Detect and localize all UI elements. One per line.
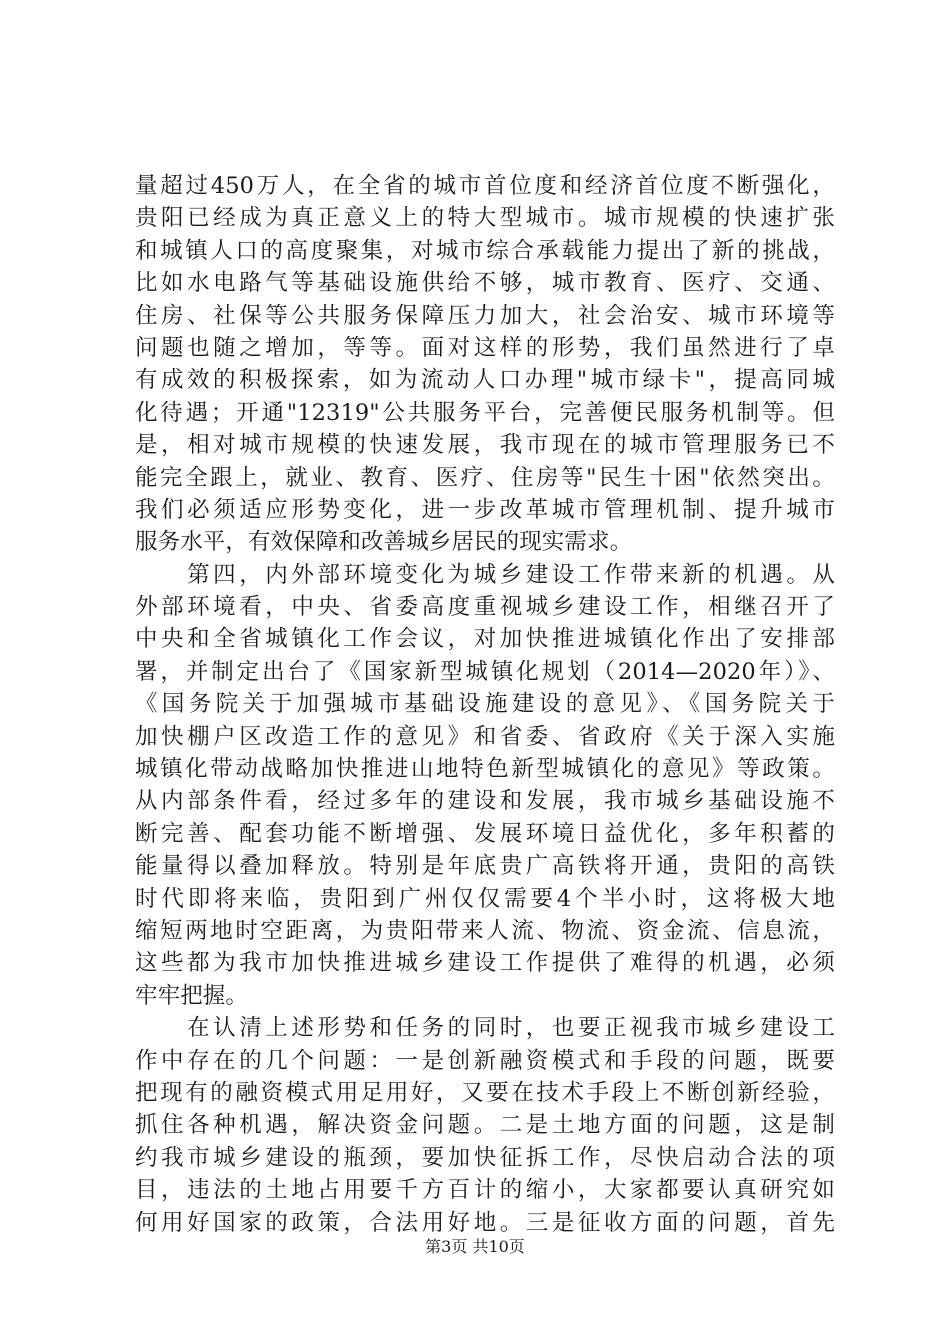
text-line: 加快棚户区改造工作的意见》和省委、省政府《关于深入实施: [135, 723, 835, 750]
body-text: [135, 170, 835, 1239]
text-line: 断完善、配套功能不断增强、发展环境日益优化，多年积蓄的: [135, 820, 835, 847]
text-line: 时代即将来临，贵阳到广州仅仅需要4个半小时，这将极大地: [135, 885, 835, 912]
text-line: 能量得以叠加释放。特别是年底贵广高铁将开通，贵阳的高铁: [135, 853, 835, 880]
text-line: 缩短两地时空距离，为贵阳带来人流、物流、资金流、信息流，: [135, 917, 835, 944]
text-line: 中央和全省城镇化工作会议，对加快推进城镇化作出了安排部: [135, 626, 835, 653]
text-line: 何用好国家的政策，合法用好地。三是征收方面的问题，首先: [135, 1209, 835, 1236]
text-line: 牢牢把握。: [135, 982, 249, 1009]
text-line: 和城镇人口的高度聚集，对城市综合承载能力提出了新的挑战，: [135, 237, 835, 264]
text-line: 量超过450万人，在全省的城市首位度和经济首位度不断强化，: [135, 173, 835, 199]
text-line: 城镇化带动战略加快推进山地特色新型城镇化的意见》等政策。: [135, 756, 835, 783]
text-line: 能完全跟上，就业、教育、医疗、住房等"民生十困"依然突出。: [135, 464, 835, 491]
text-line: 署，并制定出台了《国家新型城镇化规划（2014—2020年）》、: [135, 658, 835, 685]
text-line: 把现有的融资模式用足用好，又要在技术手段上不断创新经验，: [135, 1079, 835, 1106]
text-line: 贵阳已经成为真正意义上的特大型城市。城市规模的快速扩张: [135, 205, 835, 232]
text-line: 服务水平，有效保障和改善城乡居民的现实需求。: [135, 529, 633, 556]
text-line: 化待遇；开通"12319"公共服务平台，完善便民服务机制等。但: [135, 399, 835, 426]
text-line: 是，相对城市规模的快速发展，我市现在的城市管理服务已不: [135, 432, 835, 459]
text-line: 住房、社保等公共服务保障压力加大，社会治安、城市环境等: [135, 302, 835, 329]
text-line: 问题也随之增加，等等。面对这样的形势，我们虽然进行了卓: [135, 334, 835, 361]
text-line: 作中存在的几个问题：一是创新融资模式和手段的问题，既要: [135, 1047, 835, 1074]
text-line: 《国务院关于加强城市基础设施建设的意见》、《国务院关于: [135, 691, 835, 718]
text-line: 这些都为我市加快推进城乡建设工作提供了难得的机遇，必须: [135, 950, 835, 977]
text-line: 约我市城乡建设的瓶颈，要加快征拆工作，尽快启动合法的项: [135, 1144, 835, 1171]
text-line: 目，违法的土地占用要千方百计的缩小，大家都要认真研究如: [135, 1177, 835, 1204]
text-line: 抓住各种机遇，解决资金问题。二是土地方面的问题，这是制: [135, 1112, 835, 1139]
text-line: 从内部条件看，经过多年的建设和发展，我市城乡基础设施不: [135, 788, 835, 815]
text-line: 我们必须适应形势变化，进一步改革城市管理机制、提升城市: [135, 496, 835, 523]
text-line: 有成效的积极探索，如为流动人口办理"城市绿卡"，提高同城: [135, 367, 835, 394]
page-footer: 第3页 共10页: [425, 1237, 525, 1256]
text-line: 第四，内外部环境变化为城乡建设工作带来新的机遇。从: [135, 561, 835, 588]
text-line: 比如水电路气等基础设施供给不够，城市教育、医疗、交通、: [135, 270, 835, 297]
text-line: 外部环境看，中央、省委高度重视城乡建设工作，相继召开了: [135, 594, 835, 621]
text-line: 在认清上述形势和任务的同时，也要正视我市城乡建设工: [135, 1015, 835, 1042]
